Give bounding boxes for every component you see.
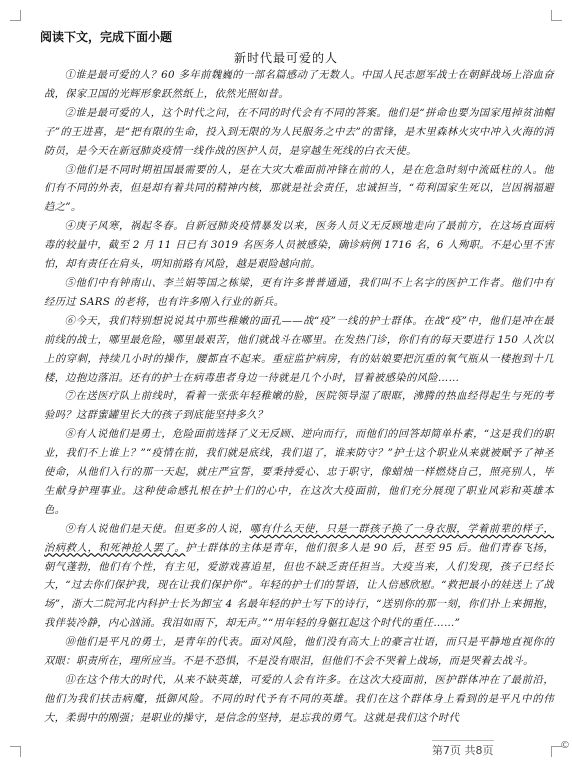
paragraph-10: ⑩他们是平凡的勇士，是青年的代表。面对风险，他们没有高大上的豪言壮语，而只是平静地直视你的双眼：职责所在，理所应当。不是不恐惧，不是没有眼泪，但他们不会不哭着上战场，而是哭着去战斗。 — [44, 636, 554, 668]
paragraph-1: ①谁是最可爱的人？60 多年前魏巍的一部名篇感动了无数人。中国人民志愿军战士在朝鲜战场上浴血奋战，保家卫国的光辉形象跃然纸上，依然光照如昔。 — [44, 69, 554, 100]
paragraph-7: ⑦在送医疗队上前线时，看着一张张年轻稚嫩的脸，医院领导湿了眼眶，沸腾的热血经得起生与死的考验吗？这群蜜罐里长大的孩子到底能坚持多久？ — [44, 390, 554, 422]
paragraph-11: ⑪在这个伟大的时代，从来不缺英雄，可爱的人会有许多。在这次大疫面前，医护群体冲在了最前沿，他们为我们扶击病魔，抵御风险。不同的时代予有不同的英雄。我们在这个群体身上看到的是平凡中的伟大，柔弱中的刚强；是职业的操守，是信念的坚持，是忘我的勇气。这就是我们这个时代 — [44, 674, 554, 724]
page-number-footer: 第7页 共8页 — [432, 740, 494, 758]
crop-mark-bottom-left — [10, 746, 21, 757]
article-body — [44, 66, 554, 728]
paragraph-4: ④庚子风寒，祸起冬春。自新冠肺炎疫情暴发以来，医务人员义无反顾地走向了最前方，在这场直面病毒的较量中，截至 2 月 11 日已有 3019 名医务人员被感染，确诊病例 1716 名，6 人殉职。不是心里不害怕，却有责任在肩头，明知前路有风险，越是艰险越向前。 — [44, 220, 554, 271]
paragraph-2: ②谁是最可爱的人，这个时代之问，在不同的时代会有不同的答案。他们是“拼命也要为国家甩掉贫油帽子”的王进喜，是“把有限的生命，投入到无限的为人民服务之中去”的雷锋，是木里森林火灾中冲入火海的消防员，是今天在新冠肺炎疫情一线作战的医护人员，是穿越生死线的白衣天使。 — [44, 106, 554, 157]
paragraph-9 — [44, 520, 554, 633]
paragraph-9-lead: ⑨有人说他们是天使。但更多的人说， — [64, 522, 250, 535]
paragraph-5: ⑤他们中有钟南山、李兰娟等国之栋梁，更有许多普普通通，我们叫不上名字的医护工作者。他们中有经历过 SARS 的老将，也有许多刚入行业的新兵。 — [44, 276, 554, 308]
underlined-sentence: 哪有什么天使，只是一群孩子换了一身衣服，学着前辈的样子，治病救人，和死神抢人罢了。 — [44, 522, 554, 554]
crop-mark-top-left — [10, 10, 21, 21]
crop-mark-top-right — [551, 10, 562, 21]
article-title: 新时代最可爱的人 — [233, 51, 338, 65]
reading-instruction: 阅读下文，完成下面小题 — [40, 30, 173, 44]
paragraph-3: ③他们是不同时期祖国最需要的人，是在大灾大难面前冲锋在前的人，是在危急时刻中流砥柱的人。他们有不同的外表，但是却有着共同的精神内核，那就是社会责任，忠诚担当，“苟利国家生死以，岂因祸福避趋之”。 — [44, 163, 554, 214]
copyright-mark: © — [560, 740, 570, 751]
paragraph-9-rest: 护士群体的主体是青年，他们很多人是 90 后，甚至 95 后。他们青春飞扬，朝气蓬勃，他们有个性，有主见，爱游戏喜追星，但也不缺乏责任担当。大疫当来，人们发现，孩子已经长大，“过去你们保护我，现在让我们保护你”。年轻的护士们的誓语，让人倍感欣慰。“救把最小的娃送上了战场”，浙大二院河北内科护士长为卸宝 4 名最年轻的护士写下的诗行，“送别你的那一刻，你们扑上来拥抱，我伴装冷静，内心汹涌。我泪如雨下，却无声。”“用年轻的身躯扛起这个时代的重任……” — [44, 541, 554, 630]
paragraph-8: ⑧有人说他们是勇士，危险面前选择了义无反顾、逆向而行，而他们的回答却简单朴素，“这是我们的职业，我们不上谁上？”“疫情在前，我们就是底线，我们退了，谁来防守？”护士这个职业从来就被赋予了神圣使命，从他们入行的那一天起，就庄严宣誓，要秉持爱心、忠于职守，像蜡烛一样燃烧自己，照亮别人，毕生献身护理事业。这种使命感扎根在护士们的心中，在这次大疫面前，他们充分展现了职业风彩和英雄本色。 — [44, 428, 554, 516]
paragraph-6: ⑥今天，我们特别想说说其中那些稚嫩的面孔——战“疫”一线的护士群体。在战“疫”中，他们是冲在最前线的战士，哪里最危险，哪里最艰苦，他们就战斗在哪里。在发热门诊，你们有的每天要进行 150 人次以上的穿刺，持续几小时的操作，腰都直不起来。重症监护病房，有的姑娘要把沉重的氧气瓶从一楼抱到十几楼，边抱边落泪。还有的护士在病毒患者身边一待就是几个小时，冒着被感染的风险…… — [44, 314, 554, 384]
